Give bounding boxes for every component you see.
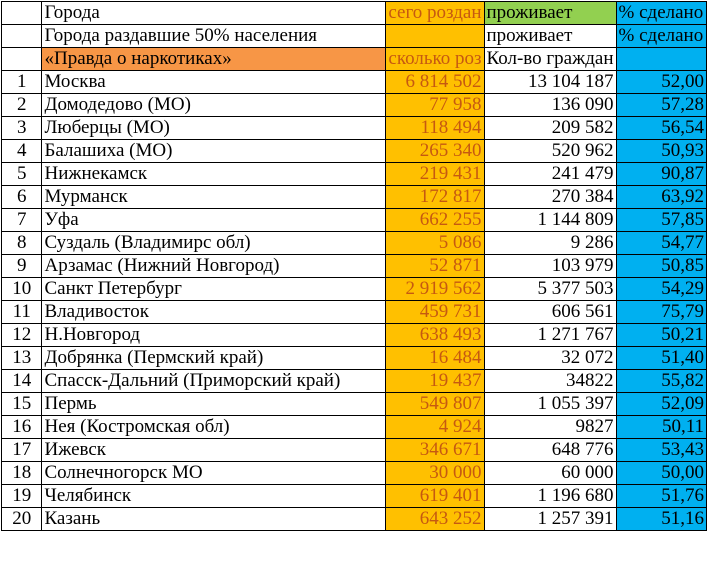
city-name[interactable]: Владивосток (42, 301, 386, 324)
given-count[interactable]: 662 255 (386, 209, 484, 232)
percent-done[interactable]: 53,43 (616, 439, 706, 462)
city-name[interactable]: Пермь (42, 393, 386, 416)
header-cities[interactable]: Города (42, 2, 386, 25)
percent-done[interactable]: 51,16 (616, 508, 706, 531)
city-name[interactable]: Спасск-Дальний (Приморский край) (42, 370, 386, 393)
header-citizens-count[interactable]: Кол-во граждан (484, 48, 616, 71)
city-name[interactable]: Нея (Костромская обл) (42, 416, 386, 439)
percent-done[interactable]: 50,21 (616, 324, 706, 347)
table-row (2, 324, 707, 347)
city-name[interactable]: Уфа (42, 209, 386, 232)
table-row (2, 163, 707, 186)
city-name[interactable]: Люберцы (МО) (42, 117, 386, 140)
row-number[interactable]: 6 (2, 186, 42, 209)
row-number[interactable]: 16 (2, 416, 42, 439)
percent-done[interactable]: 75,79 (616, 301, 706, 324)
population[interactable]: 270 384 (484, 186, 616, 209)
row-number[interactable]: 9 (2, 255, 42, 278)
table-row (2, 71, 707, 94)
table-row (2, 347, 707, 370)
row-number[interactable]: 19 (2, 485, 42, 508)
percent-done[interactable]: 54,29 (616, 278, 706, 301)
given-count[interactable]: 77 958 (386, 94, 484, 117)
population[interactable]: 1 196 680 (484, 485, 616, 508)
given-count[interactable]: 265 340 (386, 140, 484, 163)
table-row (2, 301, 707, 324)
cities-table (1, 1, 707, 531)
city-name[interactable]: Ижевск (42, 439, 386, 462)
city-name[interactable]: Казань (42, 508, 386, 531)
table-row (2, 508, 707, 531)
percent-done[interactable]: 57,28 (616, 94, 706, 117)
given-count[interactable]: 219 431 (386, 163, 484, 186)
population[interactable]: 520 962 (484, 140, 616, 163)
population[interactable]: 34822 (484, 370, 616, 393)
city-name[interactable]: Нижнекамск (42, 163, 386, 186)
percent-done[interactable]: 57,85 (616, 209, 706, 232)
header-row-2 (2, 25, 707, 48)
given-count[interactable]: 5 086 (386, 232, 484, 255)
percent-done[interactable]: 52,09 (616, 393, 706, 416)
population[interactable]: 9827 (484, 416, 616, 439)
population[interactable]: 5 377 503 (484, 278, 616, 301)
row-number[interactable]: 1 (2, 71, 42, 94)
percent-done[interactable]: 56,54 (616, 117, 706, 140)
percent-done[interactable]: 90,87 (616, 163, 706, 186)
population[interactable]: 60 000 (484, 462, 616, 485)
row-number[interactable]: 7 (2, 209, 42, 232)
header-cell-num-2[interactable] (2, 25, 42, 48)
table-row (2, 278, 707, 301)
population[interactable]: 606 561 (484, 301, 616, 324)
given-count[interactable]: 4 924 (386, 416, 484, 439)
given-count[interactable]: 549 807 (386, 393, 484, 416)
table-row (2, 485, 707, 508)
header-percent-done-2[interactable]: % сделано (616, 25, 706, 48)
given-count[interactable]: 172 817 (386, 186, 484, 209)
row-number[interactable]: 20 (2, 508, 42, 531)
given-count[interactable]: 459 731 (386, 301, 484, 324)
percent-done[interactable]: 50,11 (616, 416, 706, 439)
header-how-many-given[interactable]: сколько роз (386, 48, 484, 71)
city-name[interactable]: Балашиха (МО) (42, 140, 386, 163)
given-count[interactable]: 118 494 (386, 117, 484, 140)
given-count[interactable]: 619 401 (386, 485, 484, 508)
population[interactable]: 9 286 (484, 232, 616, 255)
row-number[interactable]: 3 (2, 117, 42, 140)
table-row (2, 462, 707, 485)
percent-done[interactable]: 55,82 (616, 370, 706, 393)
given-count[interactable]: 19 437 (386, 370, 484, 393)
header-given-empty[interactable] (386, 25, 484, 48)
given-count[interactable]: 638 493 (386, 324, 484, 347)
row-number[interactable]: 2 (2, 94, 42, 117)
header-lives[interactable]: проживает (484, 2, 616, 25)
table-row (2, 439, 707, 462)
table-row (2, 255, 707, 278)
row-number[interactable]: 10 (2, 278, 42, 301)
row-number[interactable]: 13 (2, 347, 42, 370)
table-row (2, 416, 707, 439)
header-percent-done[interactable]: % сделано (616, 2, 706, 25)
header-cell-num-3[interactable] (2, 48, 42, 71)
given-count[interactable]: 346 671 (386, 439, 484, 462)
header-cell-num[interactable] (2, 2, 42, 25)
row-number[interactable]: 14 (2, 370, 42, 393)
header-lives-2[interactable]: проживает (484, 25, 616, 48)
given-count[interactable]: 30 000 (386, 462, 484, 485)
header-percent-empty[interactable] (616, 48, 706, 71)
city-name[interactable]: Н.Новгород (42, 324, 386, 347)
city-name[interactable]: Санкт Петербург (42, 278, 386, 301)
city-name[interactable]: Москва (42, 71, 386, 94)
population[interactable]: 1 055 397 (484, 393, 616, 416)
table-row (2, 232, 707, 255)
given-count[interactable]: 16 484 (386, 347, 484, 370)
table-row (2, 140, 707, 163)
table-row (2, 117, 707, 140)
population[interactable]: 241 479 (484, 163, 616, 186)
given-count[interactable]: 52 871 (386, 255, 484, 278)
percent-done[interactable]: 50,00 (616, 462, 706, 485)
percent-done[interactable]: 52,00 (616, 71, 706, 94)
population[interactable]: 136 090 (484, 94, 616, 117)
header-subtitle[interactable]: Города раздавшие 50% населения (42, 25, 386, 48)
given-count[interactable]: 6 814 502 (386, 71, 484, 94)
percent-done[interactable]: 54,77 (616, 232, 706, 255)
city-name[interactable]: Добрянка (Пермский край) (42, 347, 386, 370)
population[interactable]: 1 271 767 (484, 324, 616, 347)
population[interactable]: 1 144 809 (484, 209, 616, 232)
population[interactable]: 32 072 (484, 347, 616, 370)
population[interactable]: 13 104 187 (484, 71, 616, 94)
table-row (2, 393, 707, 416)
percent-done[interactable]: 63,92 (616, 186, 706, 209)
city-name[interactable]: Домодедово (МО) (42, 94, 386, 117)
given-count[interactable]: 2 919 562 (386, 278, 484, 301)
row-number[interactable]: 17 (2, 439, 42, 462)
city-name[interactable]: Солнечногорск МО (42, 462, 386, 485)
row-number[interactable]: 4 (2, 140, 42, 163)
city-name[interactable]: Челябинск (42, 485, 386, 508)
row-number[interactable]: 15 (2, 393, 42, 416)
header-campaign[interactable]: «Правда о наркотиках» (42, 48, 386, 71)
percent-done[interactable]: 50,93 (616, 140, 706, 163)
header-row-1 (2, 2, 707, 25)
row-number[interactable]: 18 (2, 462, 42, 485)
population[interactable]: 648 776 (484, 439, 616, 462)
table-row (2, 209, 707, 232)
table-row (2, 94, 707, 117)
row-number[interactable]: 5 (2, 163, 42, 186)
row-number[interactable]: 8 (2, 232, 42, 255)
percent-done[interactable]: 50,85 (616, 255, 706, 278)
row-number[interactable]: 12 (2, 324, 42, 347)
city-name[interactable]: Мурманск (42, 186, 386, 209)
table-row (2, 186, 707, 209)
population[interactable]: 209 582 (484, 117, 616, 140)
table-body (2, 2, 707, 531)
city-name[interactable]: Арзамас (Нижний Новгород) (42, 255, 386, 278)
header-given-total[interactable]: сего роздан (386, 2, 484, 25)
percent-done[interactable]: 51,40 (616, 347, 706, 370)
row-number[interactable]: 11 (2, 301, 42, 324)
percent-done[interactable]: 51,76 (616, 485, 706, 508)
population[interactable]: 103 979 (484, 255, 616, 278)
header-row-3 (2, 48, 707, 71)
city-name[interactable]: Суздаль (Владимирс обл) (42, 232, 386, 255)
population[interactable]: 1 257 391 (484, 508, 616, 531)
given-count[interactable]: 643 252 (386, 508, 484, 531)
table-row (2, 370, 707, 393)
